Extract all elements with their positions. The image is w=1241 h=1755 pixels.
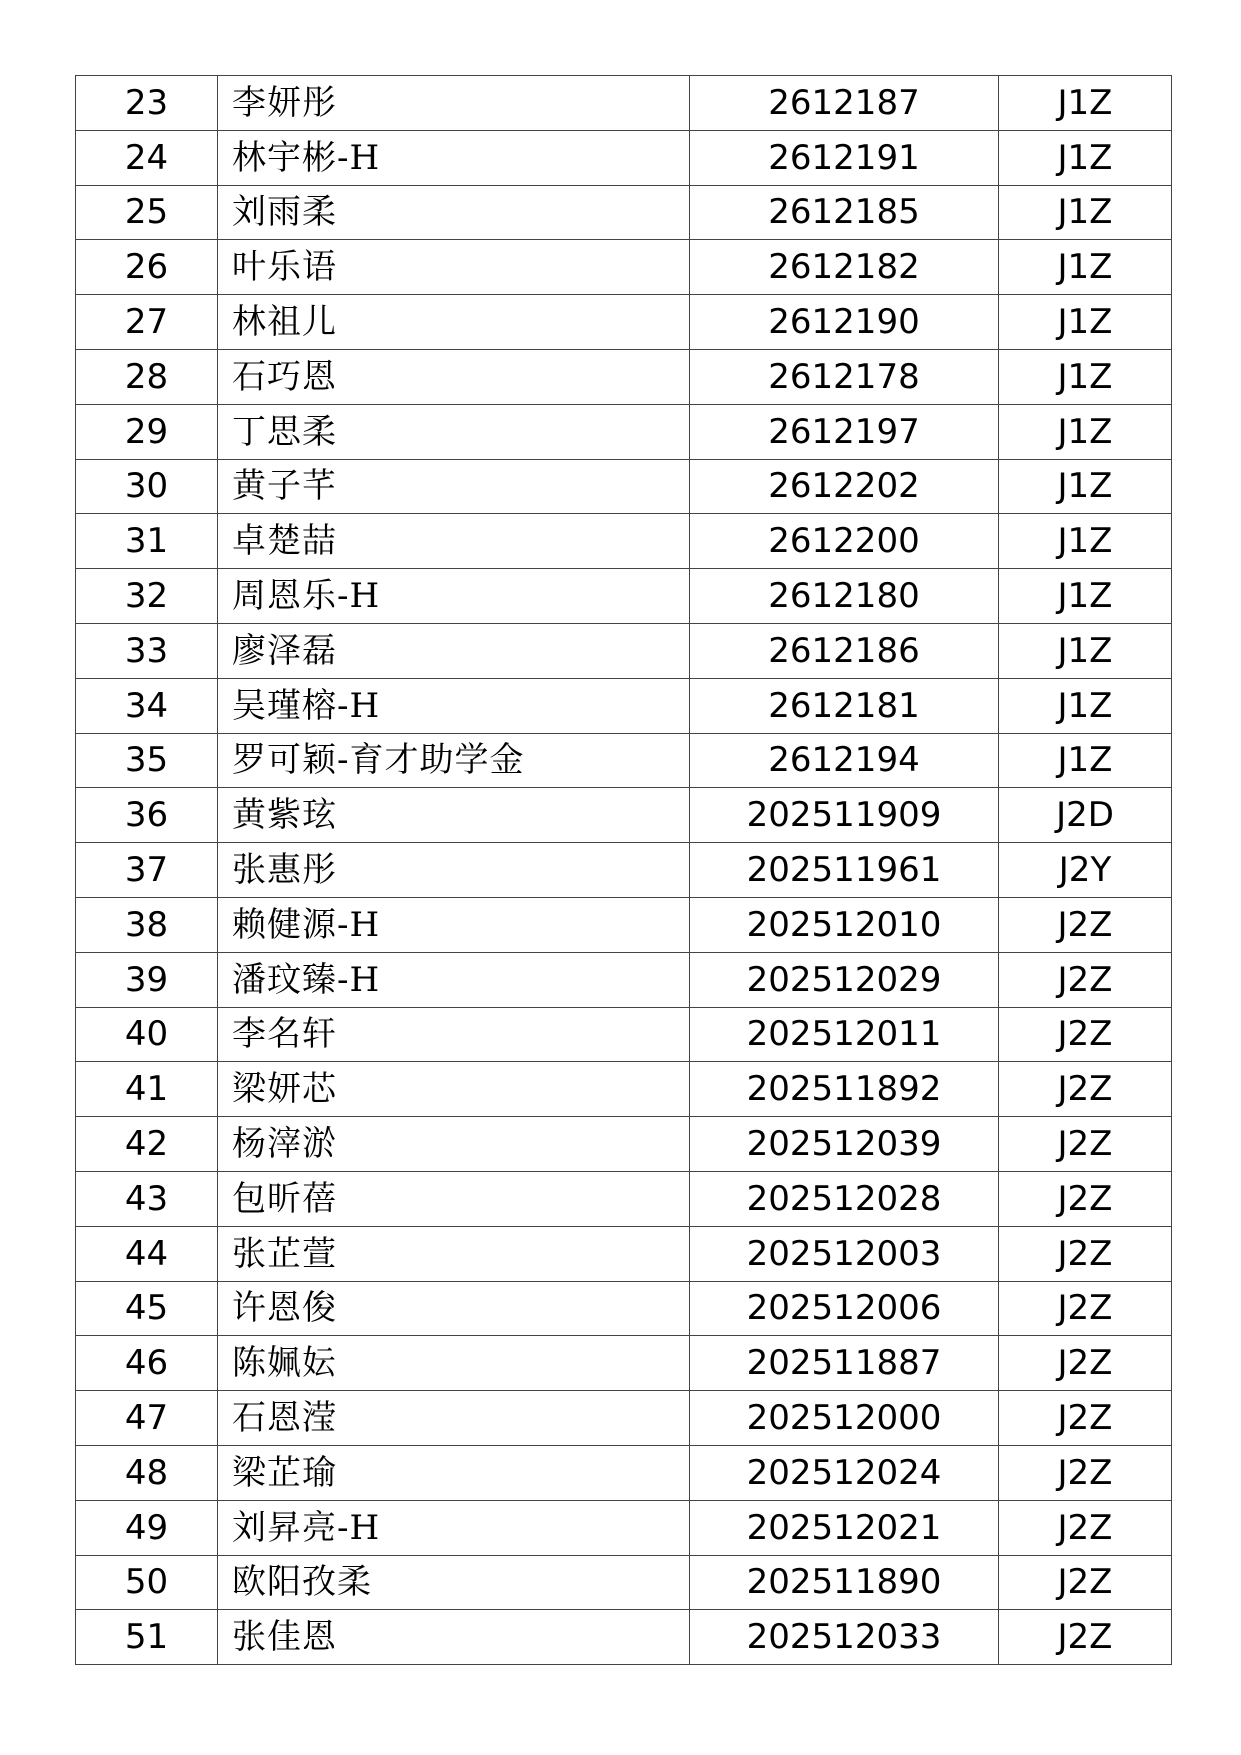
class-code-cell: J2Z: [999, 1500, 1172, 1555]
student-roster-table: [75, 75, 1172, 1665]
student-name-cell: 周恩乐-H: [218, 569, 690, 624]
class-code-cell: J1Z: [999, 514, 1172, 569]
table-row: [76, 897, 1172, 952]
class-code-cell: J1Z: [999, 295, 1172, 350]
class-code-cell: J2Z: [999, 1336, 1172, 1391]
row-number-cell: 39: [76, 952, 218, 1007]
class-code-cell: J1Z: [999, 569, 1172, 624]
student-id-cell: 202512021: [690, 1500, 999, 1555]
student-name-cell: 石恩滢: [218, 1391, 690, 1446]
student-id-cell: 2612178: [690, 349, 999, 404]
class-code-cell: J2Z: [999, 1445, 1172, 1500]
table-row: [76, 569, 1172, 624]
class-code-cell: J2Z: [999, 897, 1172, 952]
student-name-cell: 张佳恩: [218, 1610, 690, 1665]
table-row: [76, 843, 1172, 898]
class-code-cell: J2Z: [999, 1117, 1172, 1172]
table-row: [76, 240, 1172, 295]
table-row: [76, 788, 1172, 843]
table-row: [76, 623, 1172, 678]
table-row: [76, 1391, 1172, 1446]
student-id-cell: 202511961: [690, 843, 999, 898]
row-number-cell: 28: [76, 349, 218, 404]
row-number-cell: 32: [76, 569, 218, 624]
student-id-cell: 202511892: [690, 1062, 999, 1117]
student-id-cell: 202512000: [690, 1391, 999, 1446]
student-name-cell: 黄子芊: [218, 459, 690, 514]
class-code-cell: J1Z: [999, 404, 1172, 459]
student-id-cell: 202511887: [690, 1336, 999, 1391]
class-code-cell: J1Z: [999, 185, 1172, 240]
class-code-cell: J2Z: [999, 1062, 1172, 1117]
student-id-cell: 2612186: [690, 623, 999, 678]
table-row: [76, 514, 1172, 569]
student-name-cell: 张惠彤: [218, 843, 690, 898]
row-number-cell: 38: [76, 897, 218, 952]
student-name-cell: 李妍彤: [218, 76, 690, 131]
class-code-cell: J1Z: [999, 459, 1172, 514]
row-number-cell: 26: [76, 240, 218, 295]
student-name-cell: 李名轩: [218, 1007, 690, 1062]
table-row: [76, 185, 1172, 240]
table-row: [76, 1062, 1172, 1117]
student-id-cell: 202512006: [690, 1281, 999, 1336]
table-row: [76, 733, 1172, 788]
row-number-cell: 47: [76, 1391, 218, 1446]
table-row: [76, 349, 1172, 404]
row-number-cell: 51: [76, 1610, 218, 1665]
student-name-cell: 包昕蓓: [218, 1171, 690, 1226]
row-number-cell: 27: [76, 295, 218, 350]
student-id-cell: 2612197: [690, 404, 999, 459]
student-id-cell: 2612200: [690, 514, 999, 569]
student-name-cell: 许恩俊: [218, 1281, 690, 1336]
student-id-cell: 2612191: [690, 130, 999, 185]
student-name-cell: 卓楚喆: [218, 514, 690, 569]
row-number-cell: 46: [76, 1336, 218, 1391]
row-number-cell: 40: [76, 1007, 218, 1062]
roster-body: [76, 76, 1172, 1665]
class-code-cell: J1Z: [999, 130, 1172, 185]
student-name-cell: 刘雨柔: [218, 185, 690, 240]
table-row: [76, 1500, 1172, 1555]
row-number-cell: 48: [76, 1445, 218, 1500]
table-row: [76, 130, 1172, 185]
student-id-cell: 202512024: [690, 1445, 999, 1500]
table-row: [76, 1117, 1172, 1172]
student-id-cell: 202511909: [690, 788, 999, 843]
row-number-cell: 36: [76, 788, 218, 843]
student-name-cell: 张芷萱: [218, 1226, 690, 1281]
table-row: [76, 404, 1172, 459]
row-number-cell: 35: [76, 733, 218, 788]
class-code-cell: J2Z: [999, 1226, 1172, 1281]
student-name-cell: 梁妍芯: [218, 1062, 690, 1117]
class-code-cell: J1Z: [999, 76, 1172, 131]
student-id-cell: 2612190: [690, 295, 999, 350]
student-id-cell: 2612180: [690, 569, 999, 624]
student-id-cell: 202511890: [690, 1555, 999, 1610]
student-name-cell: 梁芷瑜: [218, 1445, 690, 1500]
student-id-cell: 2612181: [690, 678, 999, 733]
student-name-cell: 叶乐语: [218, 240, 690, 295]
student-name-cell: 欧阳孜柔: [218, 1555, 690, 1610]
table-row: [76, 1336, 1172, 1391]
row-number-cell: 42: [76, 1117, 218, 1172]
row-number-cell: 45: [76, 1281, 218, 1336]
class-code-cell: J1Z: [999, 623, 1172, 678]
student-id-cell: 2612194: [690, 733, 999, 788]
student-name-cell: 潘玟臻-H: [218, 952, 690, 1007]
class-code-cell: J2Y: [999, 843, 1172, 898]
table-row: [76, 1171, 1172, 1226]
student-name-cell: 丁思柔: [218, 404, 690, 459]
table-row: [76, 1281, 1172, 1336]
row-number-cell: 41: [76, 1062, 218, 1117]
class-code-cell: J2Z: [999, 1555, 1172, 1610]
table-row: [76, 678, 1172, 733]
row-number-cell: 29: [76, 404, 218, 459]
table-row: [76, 1610, 1172, 1665]
row-number-cell: 50: [76, 1555, 218, 1610]
student-name-cell: 廖泽磊: [218, 623, 690, 678]
table-row: [76, 1007, 1172, 1062]
table-row: [76, 1555, 1172, 1610]
class-code-cell: J1Z: [999, 678, 1172, 733]
student-id-cell: 202512011: [690, 1007, 999, 1062]
table-row: [76, 1445, 1172, 1500]
class-code-cell: J1Z: [999, 240, 1172, 295]
student-id-cell: 2612185: [690, 185, 999, 240]
student-name-cell: 吴瑾榕-H: [218, 678, 690, 733]
table-row: [76, 952, 1172, 1007]
row-number-cell: 25: [76, 185, 218, 240]
class-code-cell: J2Z: [999, 952, 1172, 1007]
class-code-cell: J1Z: [999, 349, 1172, 404]
student-name-cell: 黄紫玹: [218, 788, 690, 843]
student-id-cell: 2612187: [690, 76, 999, 131]
row-number-cell: 43: [76, 1171, 218, 1226]
row-number-cell: 31: [76, 514, 218, 569]
table-row: [76, 295, 1172, 350]
student-id-cell: 202512033: [690, 1610, 999, 1665]
student-name-cell: 罗可颖-育才助学金: [218, 733, 690, 788]
class-code-cell: J2Z: [999, 1171, 1172, 1226]
class-code-cell: J2Z: [999, 1391, 1172, 1446]
student-id-cell: 202512029: [690, 952, 999, 1007]
student-id-cell: 202512010: [690, 897, 999, 952]
row-number-cell: 30: [76, 459, 218, 514]
table-row: [76, 1226, 1172, 1281]
class-code-cell: J1Z: [999, 733, 1172, 788]
class-code-cell: J2Z: [999, 1610, 1172, 1665]
student-name-cell: 石巧恩: [218, 349, 690, 404]
student-id-cell: 202512039: [690, 1117, 999, 1172]
row-number-cell: 33: [76, 623, 218, 678]
student-name-cell: 林祖儿: [218, 295, 690, 350]
row-number-cell: 37: [76, 843, 218, 898]
student-name-cell: 陈姵妘: [218, 1336, 690, 1391]
student-name-cell: 杨滓淤: [218, 1117, 690, 1172]
student-id-cell: 202512028: [690, 1171, 999, 1226]
student-id-cell: 2612182: [690, 240, 999, 295]
row-number-cell: 24: [76, 130, 218, 185]
student-id-cell: 2612202: [690, 459, 999, 514]
student-name-cell: 赖健源-H: [218, 897, 690, 952]
table-row: [76, 76, 1172, 131]
table-row: [76, 459, 1172, 514]
row-number-cell: 49: [76, 1500, 218, 1555]
class-code-cell: J2D: [999, 788, 1172, 843]
row-number-cell: 44: [76, 1226, 218, 1281]
class-code-cell: J2Z: [999, 1007, 1172, 1062]
student-name-cell: 刘昇亮-H: [218, 1500, 690, 1555]
row-number-cell: 34: [76, 678, 218, 733]
student-id-cell: 202512003: [690, 1226, 999, 1281]
row-number-cell: 23: [76, 76, 218, 131]
class-code-cell: J2Z: [999, 1281, 1172, 1336]
student-name-cell: 林宇彬-H: [218, 130, 690, 185]
